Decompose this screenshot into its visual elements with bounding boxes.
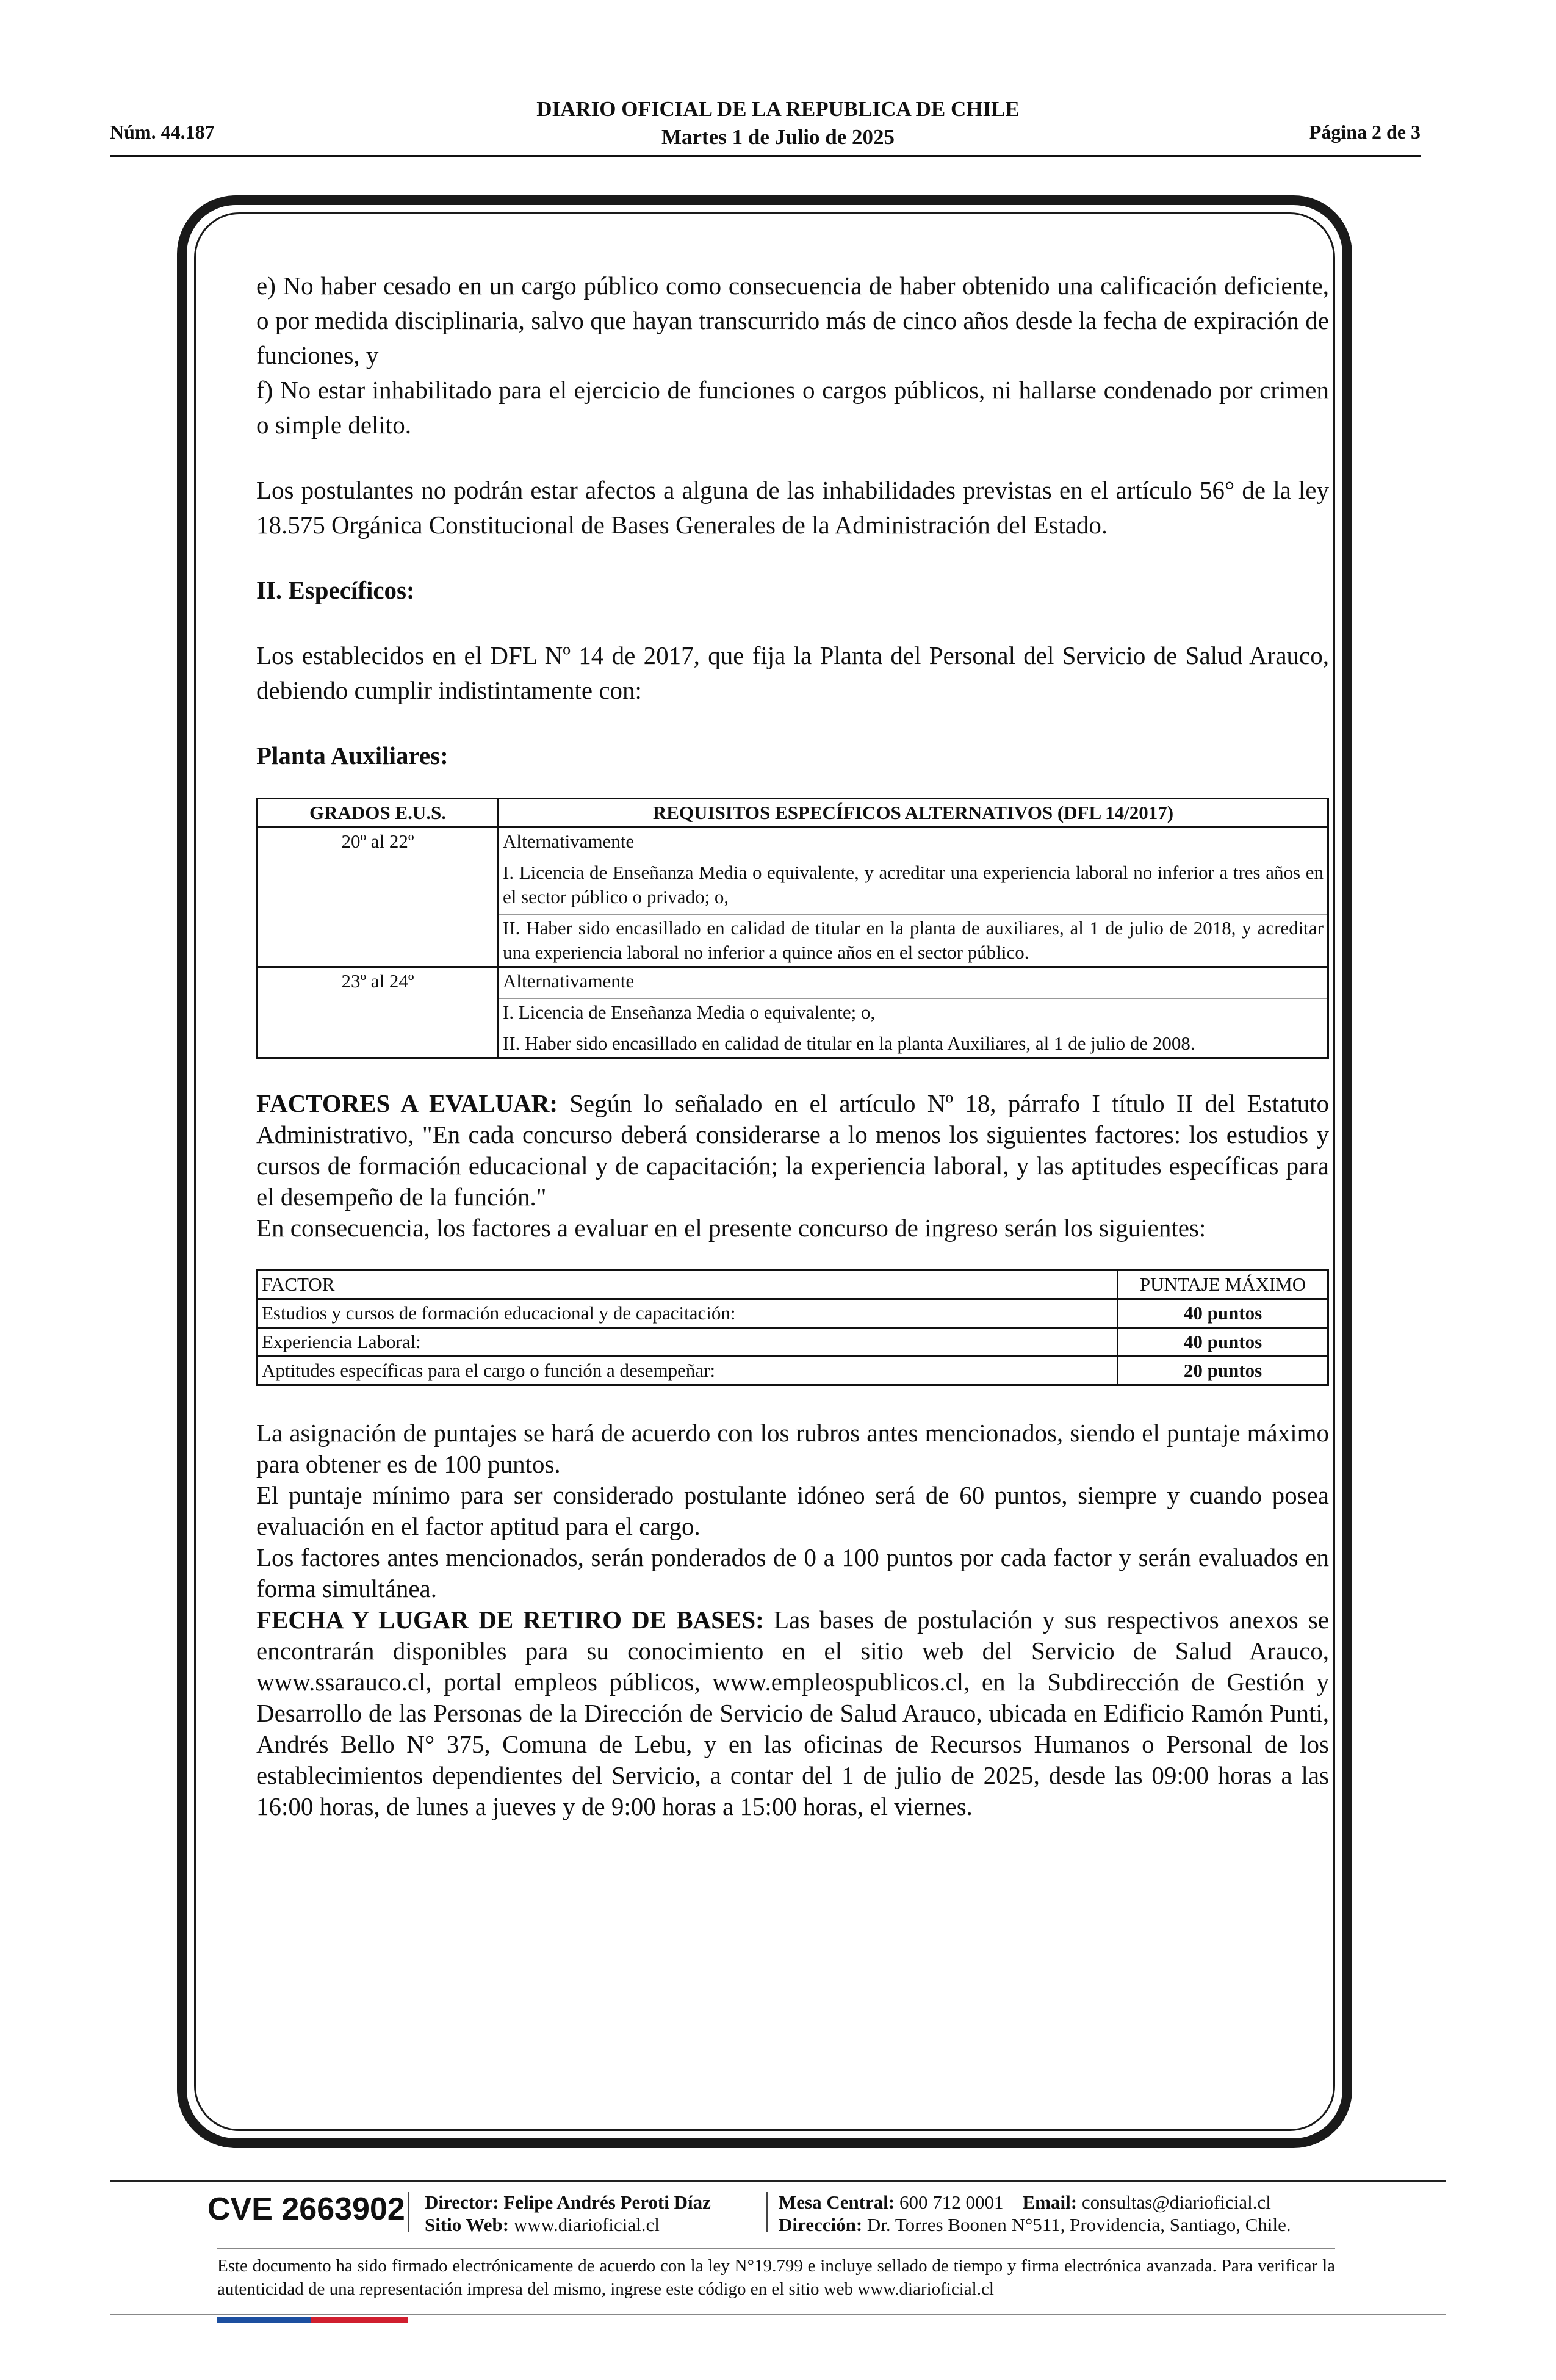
- factor-table: [256, 1269, 1329, 1386]
- paragraph-ponderados: Los factores antes mencionados, serán ponderados de 0 a 100 puntos por cada factor y serán evaluados en forma simultánea.: [256, 1543, 1329, 1603]
- factor-name: Estudios y cursos de formación educacional y de capacitación:: [258, 1299, 1118, 1328]
- gazette-title: DIARIO OFICIAL DE LA REPUBLICA DE CHILE: [536, 97, 1020, 121]
- paragraph-fecha: [256, 1604, 1329, 1822]
- paragraph-dfl: Los establecidos en el DFL Nº 14 de 2017, que fija la Planta del Personal del Servicio de Salud Arauco, debiendo cumplir indistintamente con:: [256, 641, 1329, 704]
- requirement-line: II. Haber sido encasillado en calidad de titular en la planta Auxiliares, al 1 de julio de 2008.: [499, 1030, 1327, 1057]
- table-row: [258, 967, 1328, 1058]
- issue-date: Martes 1 de Julio de 2025: [661, 125, 895, 149]
- flag-stripe-blue: [217, 2317, 311, 2323]
- table-header-row: [258, 799, 1328, 828]
- table-row: [258, 1357, 1328, 1385]
- requirement-line: Alternativamente: [503, 970, 635, 992]
- table-row: [258, 1299, 1328, 1328]
- footer-separator: [408, 2192, 409, 2232]
- section-heading-planta: Planta Auxiliares:: [256, 741, 448, 770]
- footer-divider-bottom: [110, 2314, 1446, 2315]
- website-line: Sitio Web: www.diarioficial.cl: [425, 2214, 660, 2235]
- grado-cell: 20º al 22º: [258, 828, 499, 967]
- footer-director-block: [425, 2191, 711, 2236]
- factor-points: 40 puntos: [1118, 1299, 1328, 1328]
- contact-line: Mesa Central: 600 712 0001 Email: consultas@diarioficial.cl: [779, 2191, 1271, 2213]
- fecha-label: FECHA Y LUGAR DE RETIRO DE BASES:: [256, 1606, 764, 1634]
- factor-points: 20 puntos: [1118, 1357, 1328, 1385]
- paragraph-minimo: El puntaje mínimo para ser considerado postulante idóneo será de 60 puntos, siempre y cuando posea evaluación en el factor aptitud para el cargo.: [256, 1481, 1329, 1540]
- factores-text: Según lo señalado en el artículo Nº 18, párrafo I título II del Estatuto Administrativo, "En cada concurso deberá considerarse a lo menos los siguientes factores: los estudios y cursos de formación educacional y de capacitación; la experiencia laboral, y las aptitudes específicas para el desempeño de la función.": [256, 1089, 1329, 1211]
- header-requisitos: REQUISITOS ESPECÍFICOS ALTERNATIVOS (DFL 14/2017): [499, 799, 1328, 828]
- factor-points: 40 puntos: [1118, 1328, 1328, 1357]
- grado-cell: 23º al 24º: [258, 967, 499, 1058]
- requirements-cell: [499, 967, 1328, 1058]
- table-row: [258, 1328, 1328, 1357]
- email-link[interactable]: consultas@diarioficial.cl: [1077, 2191, 1271, 2213]
- section-heading-especificos: II. Específicos:: [256, 576, 415, 604]
- factor-name: Experiencia Laboral:: [258, 1328, 1118, 1357]
- requirement-line: II. Haber sido encasillado en calidad de titular en la planta de auxiliares, al 1 de julio de 2018, y acreditar una experiencia laboral no inferior a quince años en el sector público.: [499, 914, 1327, 966]
- paragraph-e: e) No haber cesado en un cargo público como consecuencia de haber obtenido una calificación deficiente, o por medida disciplinaria, salvo que hayan transcurrido más de cinco años desde la fecha de expiración de funciones, y: [256, 272, 1329, 369]
- fecha-text: Las bases de postulación y sus respectivos anexos se encontrarán disponibles para su conocimiento en el sitio web del Servicio de Salud Arauco, www.ssarauco.cl, portal empleos públicos, www.empleospublicos.cl, en la Subdirección de Gestión y Desarrollo de las Personas de la Dirección de Servicio de Salud Arauco, ubicada en Edificio Ramón Punti, Andrés Bello N° 375, Comuna de Lebu, y en las oficinas de Recursos Humanos o Personal de los establecimientos dependientes del Servicio, a contar del 1 de julio de 2025, desde las 09:00 horas a las 16:00 horas, de lunes a jueves y de 9:00 horas a 15:00 horas, el viernes.: [256, 1606, 1329, 1820]
- header-factor: FACTOR: [258, 1271, 1118, 1299]
- website-link[interactable]: www.diarioficial.cl: [509, 2214, 660, 2235]
- footer-contact-block: [779, 2191, 1291, 2236]
- requirement-line: Alternativamente: [503, 831, 635, 852]
- header-grados: GRADOS E.U.S.: [258, 799, 499, 828]
- factores-label: FACTORES A EVALUAR:: [256, 1089, 558, 1117]
- requirements-table: [256, 798, 1329, 1059]
- paragraph-consecuencia: En consecuencia, los factores a evaluar en el presente concurso de ingreso serán los siguientes:: [256, 1214, 1206, 1242]
- requirements-cell: [499, 828, 1328, 967]
- director-line: Director: Felipe Andrés Peroti Díaz: [425, 2191, 711, 2213]
- footer-separator: [766, 2192, 768, 2232]
- header-divider: [110, 155, 1421, 157]
- table-header-row: [258, 1271, 1328, 1299]
- issue-number: Núm. 44.187: [110, 121, 215, 143]
- requirement-line: I. Licencia de Enseñanza Media o equivalente, y acreditar una experiencia laboral no inferior a tres años en el sector público o privado; o,: [499, 859, 1327, 911]
- document-body: [256, 269, 1329, 1822]
- factor-name: Aptitudes específicas para el cargo o función a desempeñar:: [258, 1357, 1118, 1385]
- header-puntaje: PUNTAJE MÁXIMO: [1118, 1271, 1328, 1299]
- table-row: [258, 828, 1328, 967]
- flag-stripe-red: [311, 2317, 408, 2323]
- page-indicator: Página 2 de 3: [1309, 121, 1421, 143]
- footer-divider-top: [110, 2180, 1446, 2182]
- cve-code: CVE 2663902: [207, 2191, 405, 2227]
- address-line: Dirección: Dr. Torres Boonen N°511, Providencia, Santiago, Chile.: [779, 2214, 1291, 2235]
- requirement-line: I. Licencia de Enseñanza Media o equivalente; o,: [499, 998, 1327, 1026]
- paragraph-factores: [256, 1088, 1329, 1213]
- signature-notice: Este documento ha sido firmado electrónicamente de acuerdo con la ley N°19.799 e incluye sellado de tiempo y firma electrónica avanzada. Para verificar la autenticidad de una representación impresa del mismo, ingrese este código en el sitio web www.diarioficial.cl: [217, 2256, 1335, 2299]
- paragraph-f: f) No estar inhabilitado para el ejercicio de funciones o cargos públicos, ni hallarse condenado por crimen o simple delito.: [256, 376, 1329, 439]
- footer-divider-mid: [217, 2248, 1335, 2249]
- paragraph-asignacion: La asignación de puntajes se hará de acuerdo con los rubros antes mencionados, siendo el puntaje máximo para obtener es de 100 puntos.: [256, 1419, 1329, 1478]
- paragraph-inhabilidades: Los postulantes no podrán estar afectos a alguna de las inhabilidades previstas en el artículo 56° de la ley 18.575 Orgánica Constitucional de Bases Generales de la Administración del Estado.: [256, 476, 1329, 539]
